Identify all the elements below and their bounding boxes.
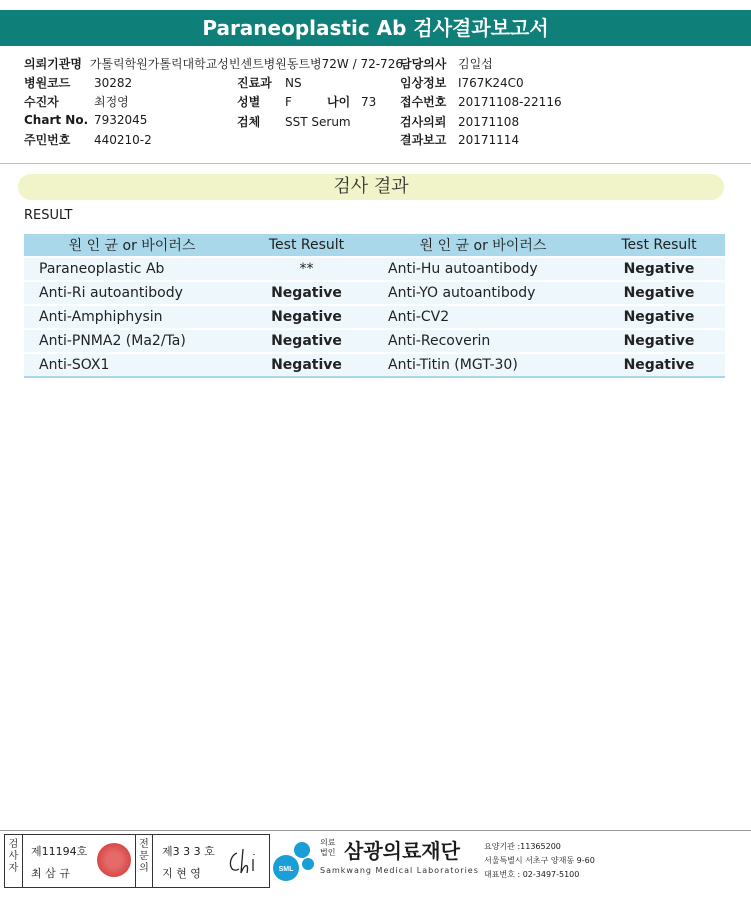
test-result: Negative (240, 306, 373, 328)
clinical-row (400, 74, 524, 91)
company-logo-icon (272, 838, 318, 884)
section-title: 검사 결과 (18, 174, 724, 200)
test-result: Negative (240, 282, 373, 304)
sex-value: F (285, 95, 292, 109)
header-cause-left: 원 인 균 or 바이러스 (24, 234, 240, 256)
test-result: Negative (240, 330, 373, 352)
table-row (24, 330, 725, 352)
id-label: 주민번호 (24, 133, 71, 147)
receipt-value: 20171108-22116 (458, 95, 562, 109)
test-result: Negative (593, 330, 725, 352)
ward-value: 동트병72W / 72-726 (286, 57, 403, 71)
header-result-right: Test Result (593, 234, 725, 256)
org-english-name: Samkwang Medical Laboratories (320, 866, 479, 875)
patient-value: 최정영 (94, 95, 129, 109)
dept-label: 진료과 (237, 76, 272, 90)
org-type: 의료법인 (320, 838, 336, 857)
test-result: Negative (593, 282, 725, 304)
test-result: Negative (240, 354, 373, 378)
request-value: 20171108 (458, 115, 520, 129)
seal-stamp (97, 843, 131, 877)
age-value: 73 (361, 95, 377, 109)
institution-label: 의뢰기관명 (24, 57, 82, 71)
org-address (484, 840, 595, 882)
dept-value: NS (285, 76, 302, 90)
footer-divider (0, 830, 751, 831)
id-row (24, 131, 152, 148)
id-value: 440210-2 (94, 133, 152, 147)
logo-text: SML (278, 866, 294, 873)
chart-row (24, 113, 147, 127)
sex-label: 성별 (237, 95, 261, 109)
org-phone: 대표번호 : 02-3497-5100 (484, 870, 580, 879)
clinical-value: I767K24C0 (458, 76, 524, 90)
test-name: Anti-Titin (MGT-30) (373, 354, 593, 378)
report-date-value: 20171114 (458, 133, 520, 147)
doctor-row (400, 55, 493, 72)
patient-label: 수진자 (24, 95, 59, 109)
inspector-name: 최 삼 규 (31, 867, 70, 880)
test-name: Anti-Hu autoantibody (373, 258, 593, 280)
specialist-name: 지 현 영 (162, 867, 201, 880)
report-title: Paraneoplastic Ab 검사결과보고서 (0, 10, 751, 46)
test-name: Anti-Ri autoantibody (24, 282, 240, 304)
sex-row (237, 93, 376, 110)
dept-row (237, 74, 302, 91)
test-result: Negative (593, 258, 725, 280)
specialist-number: 제3 3 3 호 (162, 845, 215, 858)
test-result: ** (240, 258, 373, 280)
table-header-row (24, 234, 725, 256)
test-result: Negative (593, 306, 725, 328)
table-row (24, 306, 725, 328)
signature-mark (223, 845, 263, 879)
hospital-code-label: 병원코드 (24, 76, 71, 90)
org-street: 서울특별시 서초구 양재동 9-60 (484, 856, 595, 865)
table-row (24, 282, 725, 304)
org-code: 요양기관 :11365200 (484, 842, 561, 851)
specimen-label: 검체 (237, 115, 261, 129)
test-name: Anti-CV2 (373, 306, 593, 328)
hospital-code-value: 30282 (94, 76, 133, 90)
results-table (24, 232, 725, 380)
receipt-row (400, 93, 562, 110)
org-name: 삼광의료재단 (344, 839, 460, 863)
header-result-left: Test Result (240, 234, 373, 256)
doctor-label: 담당의사 (400, 57, 447, 71)
test-result: Negative (593, 354, 725, 378)
specimen-row (237, 113, 351, 130)
test-name: Anti-Recoverin (373, 330, 593, 352)
request-label: 검사의뢰 (400, 115, 447, 129)
test-name: Paraneoplastic Ab (24, 258, 240, 280)
info-divider (0, 163, 751, 164)
test-name: Anti-Amphiphysin (24, 306, 240, 328)
signature-box (4, 834, 270, 888)
doctor-value: 김일섭 (458, 57, 493, 71)
inspector-number: 제11194호 (31, 845, 88, 858)
patient-row (24, 93, 129, 110)
result-label: RESULT (24, 208, 73, 223)
specimen-value: SST Serum (285, 115, 351, 129)
receipt-label: 접수번호 (400, 95, 447, 109)
clinical-label: 임상정보 (400, 76, 447, 90)
report-date-label: 결과보고 (400, 133, 447, 147)
table-row (24, 354, 725, 378)
inspector-label: 검사자 (5, 835, 23, 887)
specialist-label: 전문의 (135, 835, 153, 887)
age-label: 나이 (327, 95, 351, 109)
institution-row (24, 55, 403, 72)
chart-value: 7932045 (94, 113, 148, 127)
hospital-code-row (24, 74, 132, 91)
request-row (400, 113, 519, 130)
institution-value: 가톨릭학원가톨릭대학교성빈센트병원 (89, 57, 287, 71)
header-cause-right: 원 인 균 or 바이러스 (373, 234, 593, 256)
report-date-row (400, 131, 519, 148)
test-name: Anti-YO autoantibody (373, 282, 593, 304)
test-name: Anti-SOX1 (24, 354, 240, 378)
test-name: Anti-PNMA2 (Ma2/Ta) (24, 330, 240, 352)
chart-label: Chart No. (24, 113, 89, 127)
table-row (24, 258, 725, 280)
